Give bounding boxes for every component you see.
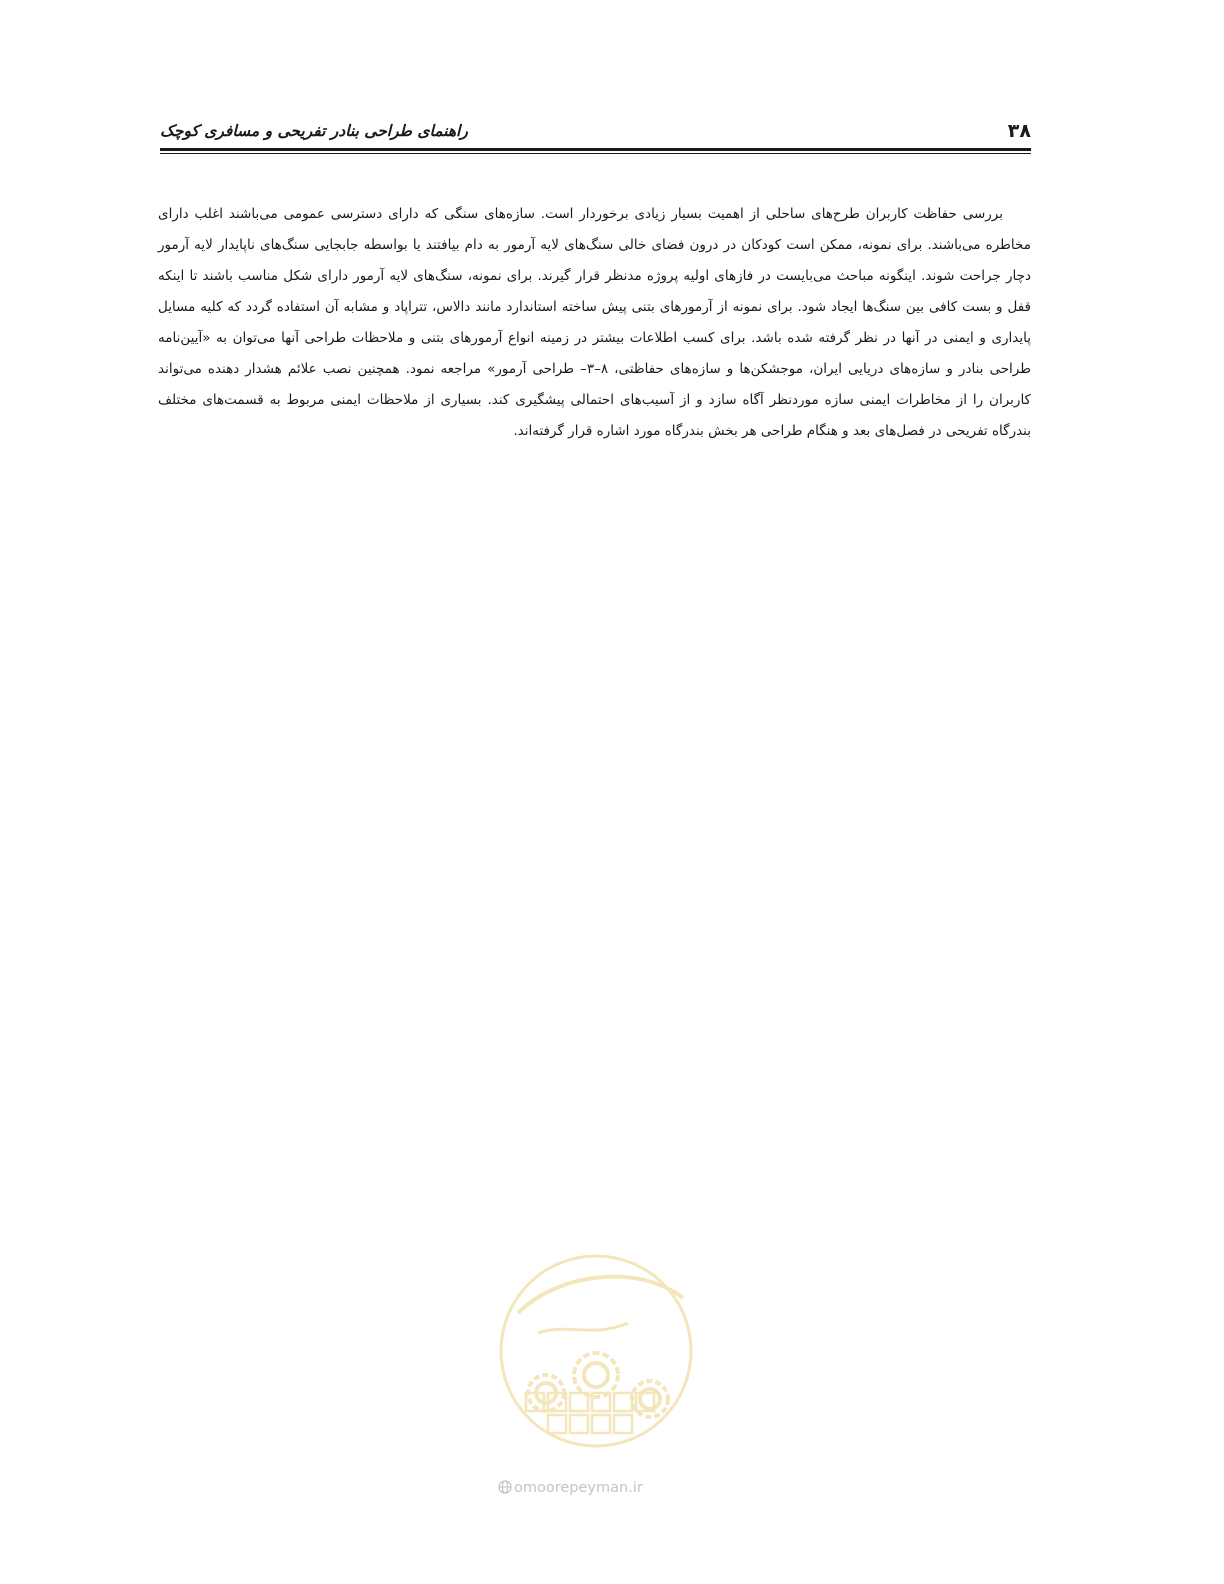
header-rule-thick [160, 148, 1031, 151]
watermark-logo [498, 1253, 694, 1473]
header-rule-thin [160, 153, 1031, 154]
body-paragraph: بررسی حفاظت کاربران طرح‌های ساحلی از اهمیت بسیار زیادی برخوردار است. سازه‌های سنگی که دارای دسترسی عمومی می‌باشند اغلب دارای مخاطره می‌باشند. برای نمونه، ممکن است کودکان در درون فضای خالی سنگ‌های لایه آرمور به دام بیافتند یا بواسطه جابجایی سنگ‌های ناپایدار لایه آرمور دچار جراحت شوند. اینگونه مباحث می‌بایست در فازهای اولیه پروژه مدنظر قرار گیرند. برای نمونه، سنگ‌های لایه آرمور دارای شکل مناسب باشند تا اینکه قفل و بست کافی بین سنگ‌ها ایجاد شود. برای نمونه از آرمورهای بتنی پیش ساخته استاندارد مانند دالاس، تتراپاد و مشابه آن استفاده گردد که کلیه مسایل پایداری و ایمنی در آنها در نظر گرفته شده باشد. برای کسب اطلاعات بیشتر در زمینه انواع آرمورهای بتنی و ملاحظات طراحی آنها می‌توان به «آیین‌نامه طراحی بنادر و سازه‌های دریایی ایران، موجشکن‌ها و سازه‌های حفاظتی، ۸–۳– طراحی آرمور» مراجعه نمود. همچنین نصب علائم هشدار دهنده می‌تواند کاربران را از مخاطرات ایمنی سازه موردنظر آگاه سازد و از آسیب‌های احتمالی پیشگیری کند. بسیاری از ملاحظات ایمنی مربوط به قسمت‌های مختلف بندرگاه تفریحی در فصل‌های بعد و هنگام طراحی هر بخش بندرگاه مورد اشاره قرار گرفته‌اند. [158, 206, 1032, 439]
running-header [160, 117, 1031, 145]
watermark-url-text: omoorepeyman.ir [514, 1480, 643, 1496]
page-number: ۳۸ [1007, 120, 1031, 142]
book-title: راهنمای طراحی بنادر تفریحی و مسافری کوچک [160, 121, 468, 140]
watermark-url [498, 1478, 708, 1498]
globe-icon [498, 1480, 512, 1494]
watermark-logo-icon [498, 1253, 694, 1473]
